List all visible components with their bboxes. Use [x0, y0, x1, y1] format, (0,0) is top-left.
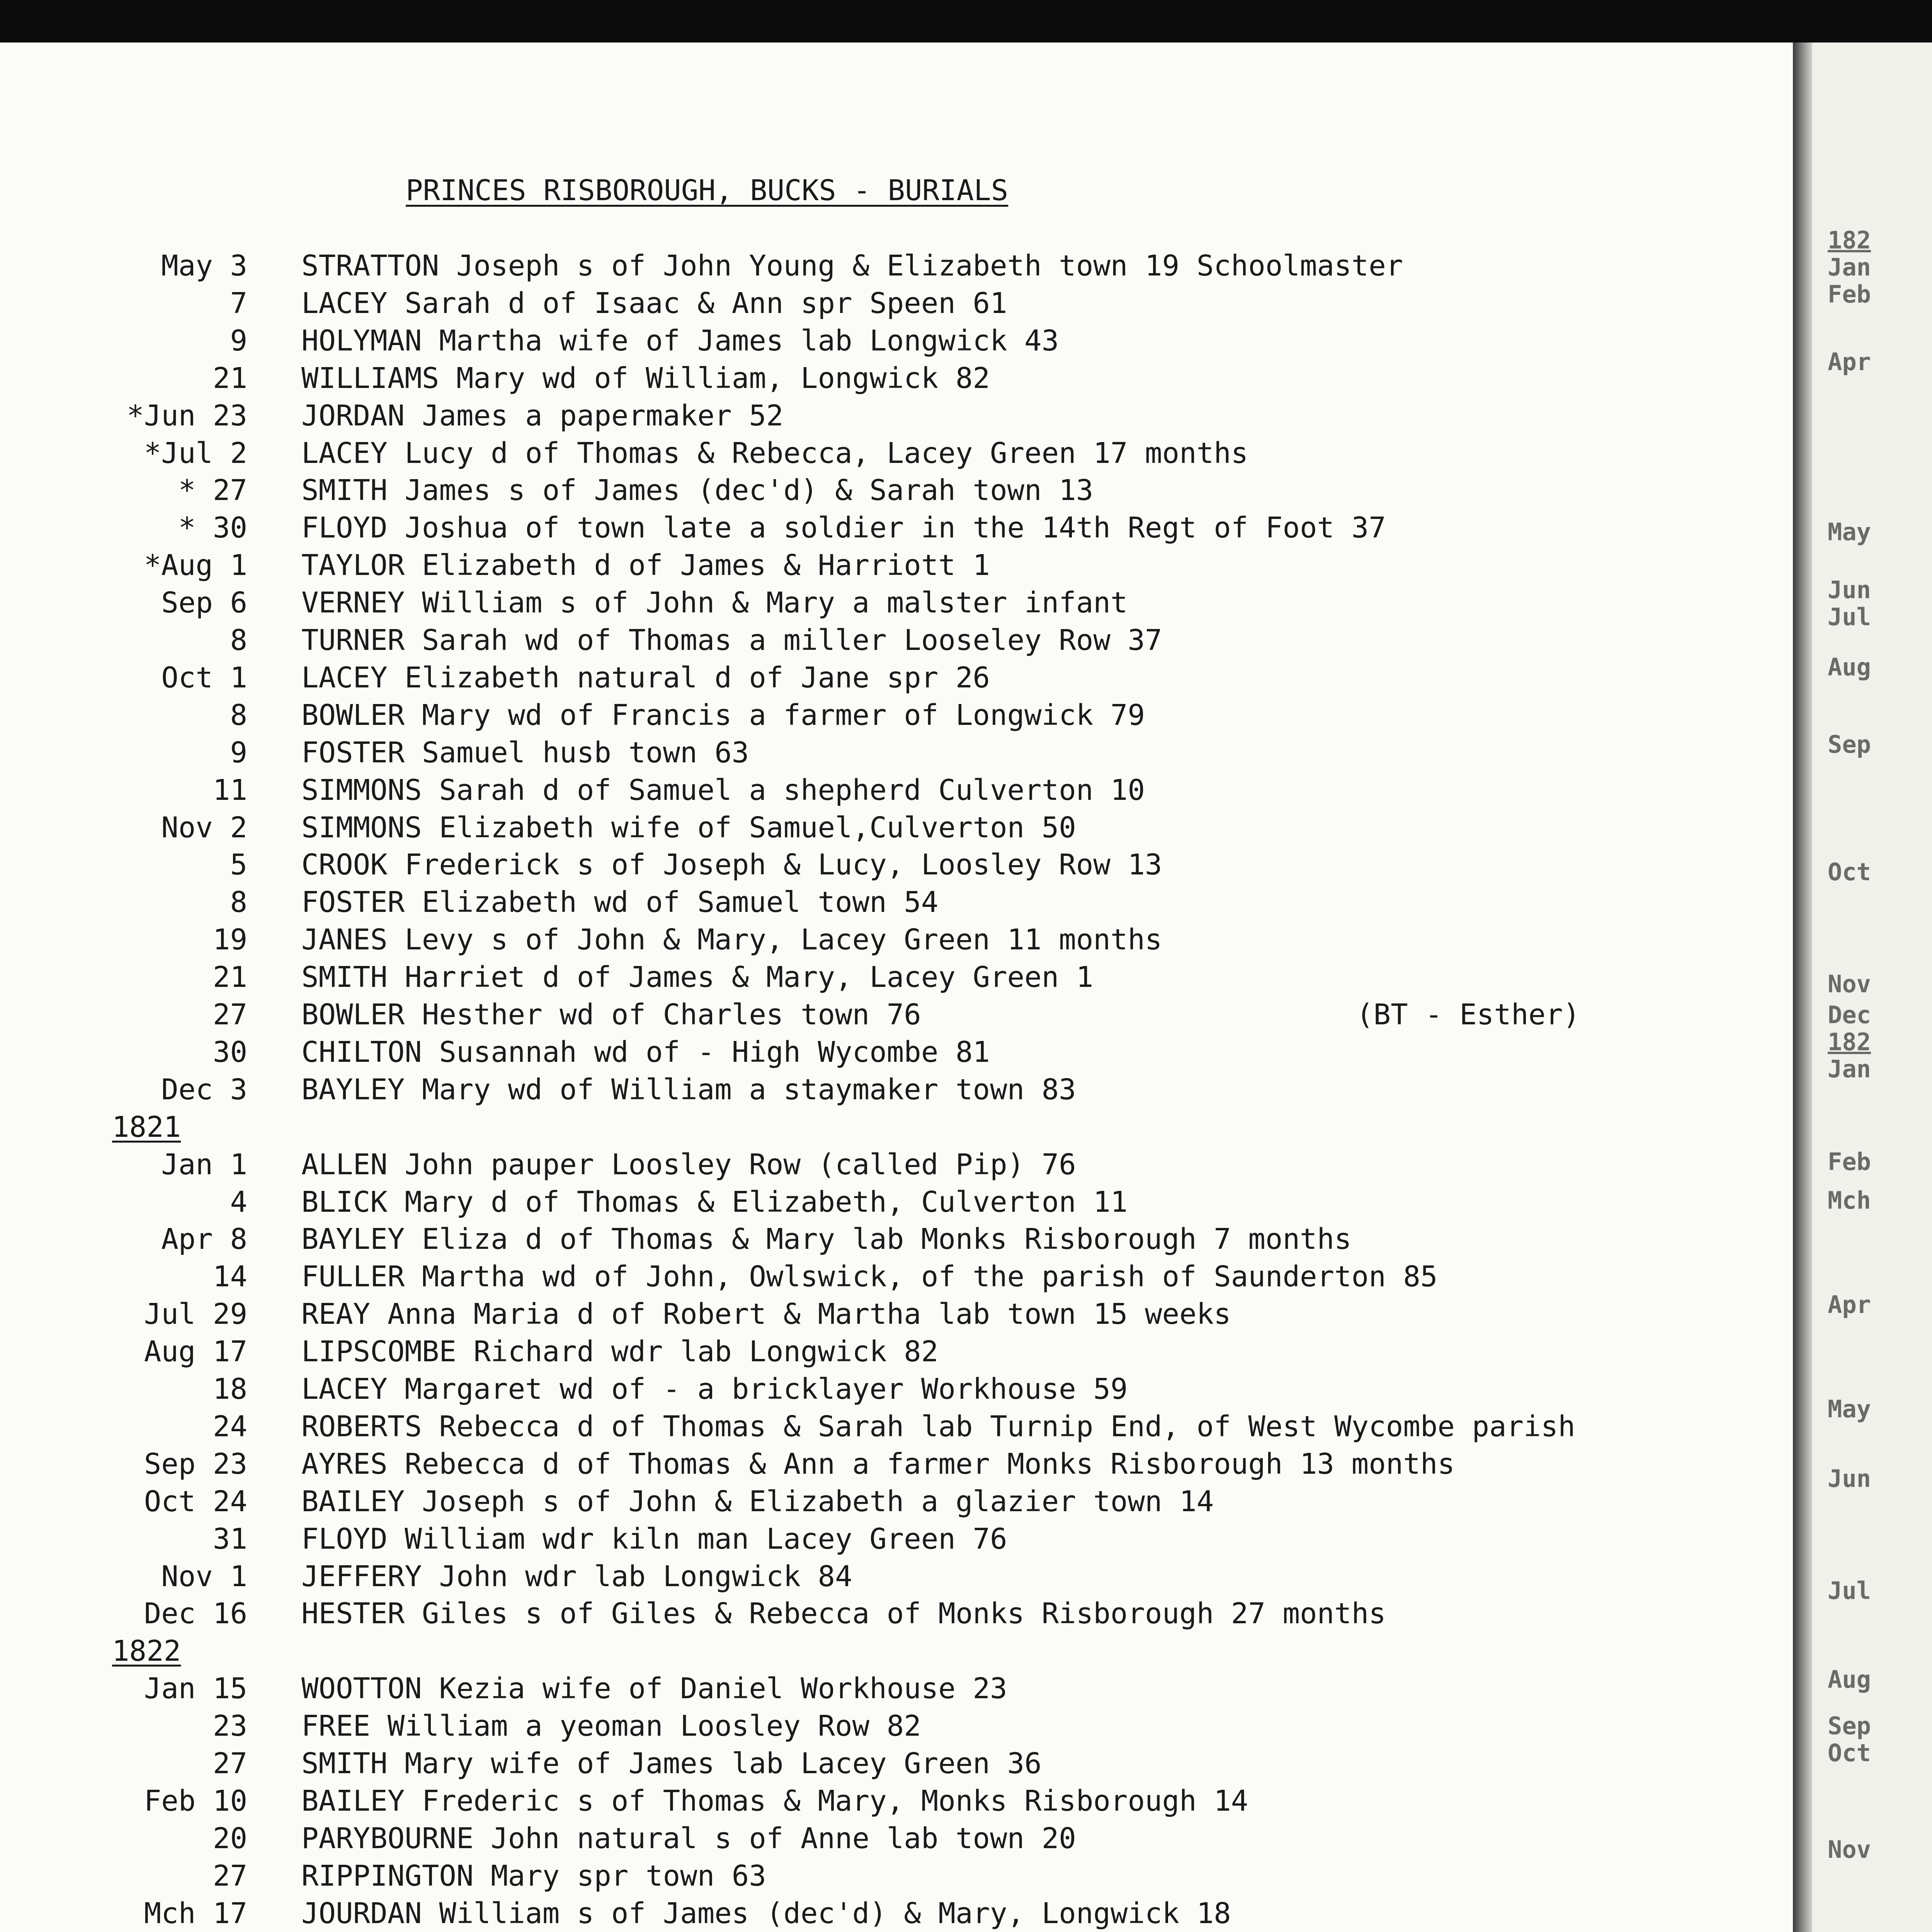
entry-date: 27: [213, 998, 247, 1031]
entry-date: 18: [213, 1372, 247, 1406]
entry-text: CROOK Frederick s of Joseph & Lucy, Loosley Row 13: [301, 848, 1162, 882]
adjacent-page-fragment: Jan: [1828, 1055, 1871, 1083]
entry-date: 4: [230, 1185, 247, 1219]
adjacent-page-fragment: Oct: [1828, 858, 1871, 886]
adjacent-page-fragment: 182: [1828, 226, 1871, 254]
scan-top-border: [0, 0, 1932, 43]
year-heading: [0, 1633, 1793, 1670]
entry-date: 7: [230, 286, 247, 320]
entry-text: SMITH Mary wife of James lab Lacey Green 36: [301, 1747, 1042, 1780]
entry-text: BAILEY Frederic s of Thomas & Mary, Monks Risborough 14: [301, 1784, 1248, 1818]
burial-entry: [0, 1296, 1793, 1333]
entry-text: RIPPINGTON Mary spr town 63: [301, 1859, 766, 1893]
burial-entry: [0, 1146, 1793, 1183]
entry-text: CHILTON Susannah wd of - High Wycombe 81: [301, 1035, 990, 1069]
adjacent-page-fragment: May: [1828, 518, 1871, 546]
adjacent-page-fragment: Jun: [1828, 576, 1871, 604]
entry-date: 21: [213, 361, 247, 395]
burial-entry: [0, 547, 1793, 584]
burial-entry: [0, 1895, 1793, 1932]
entry-text: FREE William a yeoman Loosley Row 82: [301, 1709, 921, 1743]
burial-entry: [0, 1595, 1793, 1632]
entry-date: Jul 29: [144, 1298, 247, 1331]
burial-entry: [0, 1782, 1793, 1820]
burial-entry: [0, 1670, 1793, 1707]
entry-date: 9: [230, 324, 247, 357]
entry-date: 14: [213, 1260, 247, 1294]
entry-date: 8: [230, 698, 247, 732]
entry-text: BOWLER Mary wd of Francis a farmer of Longwick 79: [301, 698, 1145, 732]
burial-entry: [0, 1520, 1793, 1558]
entry-date: Feb 10: [144, 1784, 247, 1818]
register-page: [0, 43, 1793, 1932]
entry-text: JEFFERY John wdr lab Longwick 84: [301, 1560, 852, 1593]
entry-date: 5: [230, 848, 247, 882]
adjacent-page-fragment: Dec: [1828, 1001, 1871, 1029]
entry-text: SMITH James s of James (dec'd) & Sarah town 13: [301, 474, 1094, 507]
entry-text: AYRES Rebecca d of Thomas & Ann a farmer Monks Risborough 13 months: [301, 1447, 1455, 1481]
entry-text: TAYLOR Elizabeth d of James & Harriott 1: [301, 549, 990, 582]
burial-entry: [0, 1221, 1793, 1258]
burial-entry: [0, 734, 1793, 771]
burial-entry: [0, 509, 1793, 546]
entry-text: LACEY Elizabeth natural d of Jane spr 26: [301, 661, 990, 694]
burial-entry: [0, 1258, 1793, 1295]
book-gutter: [1793, 43, 1812, 1932]
burial-entry: [0, 921, 1793, 958]
entry-text: JANES Levy s of John & Mary, Lacey Green 11 months: [301, 923, 1162, 957]
entry-text: WOOTTON Kezia wife of Daniel Workhouse 23: [301, 1672, 1007, 1706]
burial-entry: [0, 472, 1793, 509]
entry-text: LACEY Sarah d of Isaac & Ann spr Speen 61: [301, 286, 1007, 320]
entry-date: Oct 24: [144, 1485, 247, 1518]
adjacent-page-fragment: Jul: [1828, 1577, 1871, 1605]
entry-date: Nov 1: [161, 1560, 247, 1593]
adjacent-page-fragment: Jan: [1828, 253, 1871, 281]
entry-date: 21: [213, 961, 247, 994]
entry-date: *Jun 23: [127, 399, 247, 432]
adjacent-page-fragment: Jul: [1828, 603, 1871, 631]
entry-text: HOLYMAN Martha wife of James lab Longwick 43: [301, 324, 1059, 357]
entry-date: Nov 2: [161, 811, 247, 844]
entry-text: JOURDAN William s of James (dec'd) & Mary, Longwick 18: [301, 1896, 1231, 1930]
entry-date: 19: [213, 923, 247, 957]
year-label: 1822: [112, 1634, 181, 1668]
entry-date: 23: [213, 1709, 247, 1743]
entry-date: 27: [213, 1747, 247, 1780]
burial-entry: [0, 697, 1793, 734]
burial-entry: [0, 247, 1793, 284]
entry-text: FOSTER Elizabeth wd of Samuel town 54: [301, 886, 939, 919]
entry-text: FULLER Martha wd of John, Owlswick, of the parish of Saunderton 85: [301, 1260, 1438, 1294]
adjacent-page-fragment: Sep: [1828, 730, 1871, 759]
entry-date: Apr 8: [161, 1223, 247, 1256]
year-label: 1821: [112, 1110, 181, 1144]
burial-entry: [0, 1745, 1793, 1782]
entry-text: VERNEY William s of John & Mary a malster infant: [301, 586, 1128, 620]
entry-date: 31: [213, 1522, 247, 1556]
year-heading: [0, 1109, 1793, 1146]
burial-entry: [0, 622, 1793, 659]
adjacent-page-fragment: Feb: [1828, 1148, 1871, 1176]
entry-text: FOSTER Samuel husb town 63: [301, 736, 749, 769]
entry-text: HESTER Giles s of Giles & Rebecca of Monks Risborough 27 months: [301, 1597, 1386, 1631]
burial-entry: [0, 1184, 1793, 1221]
adjacent-page-fragment: Apr: [1828, 348, 1871, 376]
entry-text: LACEY Margaret wd of - a bricklayer Workhouse 59: [301, 1372, 1128, 1406]
entry-date: 30: [213, 1035, 247, 1069]
burial-entry: [0, 435, 1793, 472]
entry-date: Sep 6: [161, 586, 247, 620]
adjacent-page-fragment: Nov: [1828, 1835, 1871, 1864]
adjacent-page-fragment: 182: [1828, 1028, 1871, 1056]
burial-entry: [0, 1034, 1793, 1071]
entry-date: Aug 17: [144, 1335, 247, 1369]
burial-entry: [0, 659, 1793, 696]
burial-entry: [0, 360, 1793, 397]
entry-date: * 30: [178, 511, 247, 545]
entry-text: BAYLEY Mary wd of William a staymaker town 83: [301, 1073, 1076, 1106]
entry-date: *Jul 2: [144, 436, 247, 470]
entry-date: 24: [213, 1410, 247, 1443]
entry-text: SIMMONS Elizabeth wife of Samuel,Culverton 50: [301, 811, 1076, 844]
entry-date: 27: [213, 1859, 247, 1893]
adjacent-page-fragment: Jun: [1828, 1464, 1871, 1493]
burial-entry: [0, 285, 1793, 322]
entry-text: JORDAN James a papermaker 52: [301, 399, 784, 432]
entry-text: FLOYD Joshua of town late a soldier in the 14th Regt of Foot 37: [301, 511, 1386, 545]
burial-entry: [0, 772, 1793, 809]
entry-text: TURNER Sarah wd of Thomas a miller Looseley Row 37: [301, 624, 1162, 657]
entry-date: *Aug 1: [144, 549, 247, 582]
adjacent-page-fragment: Feb: [1828, 280, 1871, 308]
entry-text: SMITH Harriet d of James & Mary, Lacey Green 1: [301, 961, 1094, 994]
entry-date: 8: [230, 886, 247, 919]
entry-text: FLOYD William wdr kiln man Lacey Green 76: [301, 1522, 1007, 1556]
entry-date: Jan 1: [161, 1148, 247, 1181]
entry-date: Dec 3: [161, 1073, 247, 1106]
burial-entry: [0, 1857, 1793, 1895]
entry-text: WILLIAMS Mary wd of William, Longwick 82: [301, 361, 990, 395]
entry-text: LIPSCOMBE Richard wdr lab Longwick 82: [301, 1335, 939, 1369]
entry-date: Dec 16: [144, 1597, 247, 1631]
adjacent-page-fragment: Sep: [1828, 1712, 1871, 1740]
entry-text: BAILEY Joseph s of John & Elizabeth a glazier town 14: [301, 1485, 1214, 1518]
burial-entry: [0, 846, 1793, 883]
burial-entry: [0, 397, 1793, 434]
burial-entry: [0, 584, 1793, 621]
burial-entry: [0, 1708, 1793, 1745]
burial-entry: [0, 1371, 1793, 1408]
burial-entry: [0, 884, 1793, 921]
entry-text: BAYLEY Eliza d of Thomas & Mary lab Monks Risborough 7 months: [301, 1223, 1352, 1256]
page-title: PRINCES RISBOROUGH, BUCKS - BURIALS: [406, 174, 1009, 207]
entry-date: 8: [230, 624, 247, 657]
entry-date: May 3: [161, 249, 247, 282]
entry-text: REAY Anna Maria d of Robert & Martha lab town 15 weeks: [301, 1298, 1231, 1331]
burial-entry: [0, 959, 1793, 996]
adjacent-page-fragment: May: [1828, 1395, 1871, 1423]
burial-entry: [0, 996, 1793, 1033]
entry-text: ROBERTS Rebecca d of Thomas & Sarah lab Turnip End, of West Wycombe parish: [301, 1410, 1575, 1443]
entry-text: PARYBOURNE John natural s of Anne lab town 20: [301, 1821, 1076, 1855]
entry-date: 11: [213, 773, 247, 807]
burial-entry: [0, 1820, 1793, 1857]
adjacent-page-fragment: Apr: [1828, 1291, 1871, 1319]
entry-text: SIMMONS Sarah d of Samuel a shepherd Culverton 10: [301, 773, 1145, 807]
adjacent-page: [1812, 43, 1932, 1932]
entry-text: BLICK Mary d of Thomas & Elizabeth, Culverton 11: [301, 1185, 1128, 1219]
burial-entry: [0, 1408, 1793, 1445]
entry-date: * 27: [178, 474, 247, 507]
entry-text: ALLEN John pauper Loosley Row (called Pip) 76: [301, 1148, 1076, 1181]
adjacent-page-fragment: Oct: [1828, 1739, 1871, 1767]
burial-entry: [0, 1446, 1793, 1483]
entry-date: Mch 17: [144, 1896, 247, 1930]
burial-entry: [0, 322, 1793, 359]
adjacent-page-fragment: Mch: [1828, 1186, 1871, 1214]
entry-text: BOWLER Hesther wd of Charles town 76: [301, 998, 921, 1031]
burial-entry: [0, 1483, 1793, 1520]
burial-entry: [0, 1558, 1793, 1595]
entry-date: Oct 1: [161, 661, 247, 694]
entry-date: Jan 15: [144, 1672, 247, 1706]
entry-date: Sep 23: [144, 1447, 247, 1481]
entry-date: 9: [230, 736, 247, 769]
adjacent-page-fragment: Aug: [1828, 653, 1871, 681]
entry-note: (BT - Esther): [1356, 998, 1580, 1031]
entry-text: LACEY Lucy d of Thomas & Rebecca, Lacey Green 17 months: [301, 436, 1248, 470]
adjacent-page-fragment: Nov: [1828, 970, 1871, 998]
entry-date: 20: [213, 1821, 247, 1855]
adjacent-page-fragment: Aug: [1828, 1665, 1871, 1694]
entry-text: STRATTON Joseph s of John Young & Elizabeth town 19 Schoolmaster: [301, 249, 1403, 282]
burial-entry: [0, 809, 1793, 846]
burial-entry: [0, 1071, 1793, 1108]
burial-entry: [0, 1333, 1793, 1370]
